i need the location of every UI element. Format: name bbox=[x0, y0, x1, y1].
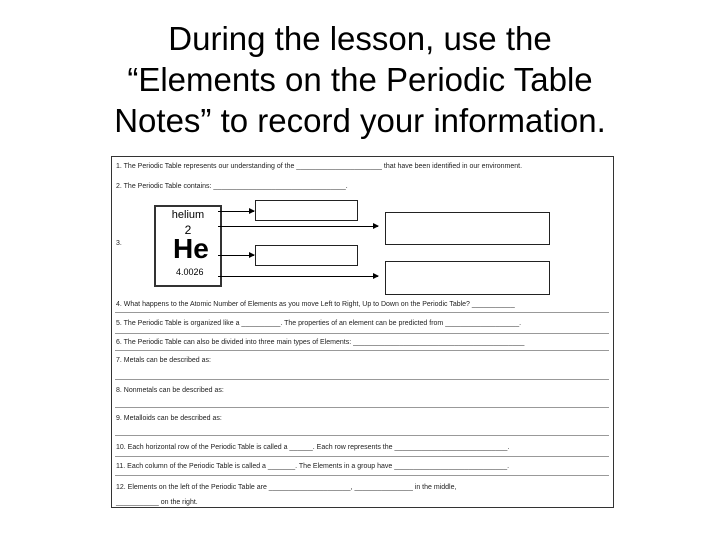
atomic-mass: 4.0026 bbox=[176, 267, 204, 277]
divider bbox=[115, 475, 609, 476]
divider bbox=[115, 312, 609, 313]
title-line-3: Notes” to record your information. bbox=[114, 102, 606, 139]
question-12-line-2: ___________ on the right. bbox=[116, 499, 198, 506]
question-5: 5. The Periodic Table is organized like a __________. The properties of an element can be predicted from ___________________. bbox=[116, 320, 522, 327]
answer-box-number bbox=[385, 212, 550, 245]
question-8: 8. Nonmetals can be described as: bbox=[116, 387, 224, 394]
question-4: 4. What happens to the Atomic Number of Elements as you move Left to Right, Up to Down on the Periodic Table? ___________ bbox=[116, 301, 515, 308]
divider bbox=[115, 435, 609, 436]
question-10: 10. Each horizontal row of the Periodic Table is called a ______. Each row represents the _____________________________. bbox=[116, 444, 510, 451]
divider bbox=[115, 456, 609, 457]
question-11: 11. Each column of the Periodic Table is called a _______. The Elements in a group have _____________________________. bbox=[116, 463, 510, 470]
arrow-to-mass-box bbox=[218, 276, 378, 277]
question-9: 9. Metalloids can be described as: bbox=[116, 415, 222, 422]
helium-element-tile bbox=[154, 205, 222, 287]
question-6: 6. The Periodic Table can also be divided into three main types of Elements: ____________________________________________ bbox=[116, 339, 525, 346]
slide-title bbox=[0, 18, 720, 141]
element-name: helium bbox=[171, 209, 205, 221]
question-7: 7. Metals can be described as: bbox=[116, 357, 211, 364]
question-2: 2. The Periodic Table contains: __________________________________. bbox=[116, 183, 348, 190]
title-line-2: “Elements on the Periodic Table bbox=[127, 61, 593, 98]
worksheet-image bbox=[111, 156, 614, 508]
divider bbox=[115, 379, 609, 380]
divider bbox=[115, 407, 609, 408]
arrow-to-number-box bbox=[218, 226, 378, 227]
title-line-1: During the lesson, use the bbox=[168, 20, 552, 57]
question-12-line-1: 12. Elements on the left of the Periodic Table are _____________________, _______________ in the middle, bbox=[116, 484, 457, 491]
element-symbol: He bbox=[173, 233, 209, 264]
arrow-to-symbol-box bbox=[218, 255, 254, 256]
atomic-number: 2 bbox=[184, 223, 192, 237]
divider bbox=[115, 350, 609, 351]
answer-box-mass bbox=[385, 261, 550, 295]
answer-box-name bbox=[255, 200, 358, 221]
answer-box-symbol bbox=[255, 245, 358, 266]
divider bbox=[115, 333, 609, 334]
question-1: 1. The Periodic Table represents our understanding of the ______________________ that have been identified in our environment. bbox=[116, 163, 523, 170]
question-3-label: 3. bbox=[116, 240, 122, 247]
arrow-to-name-box bbox=[218, 211, 254, 212]
